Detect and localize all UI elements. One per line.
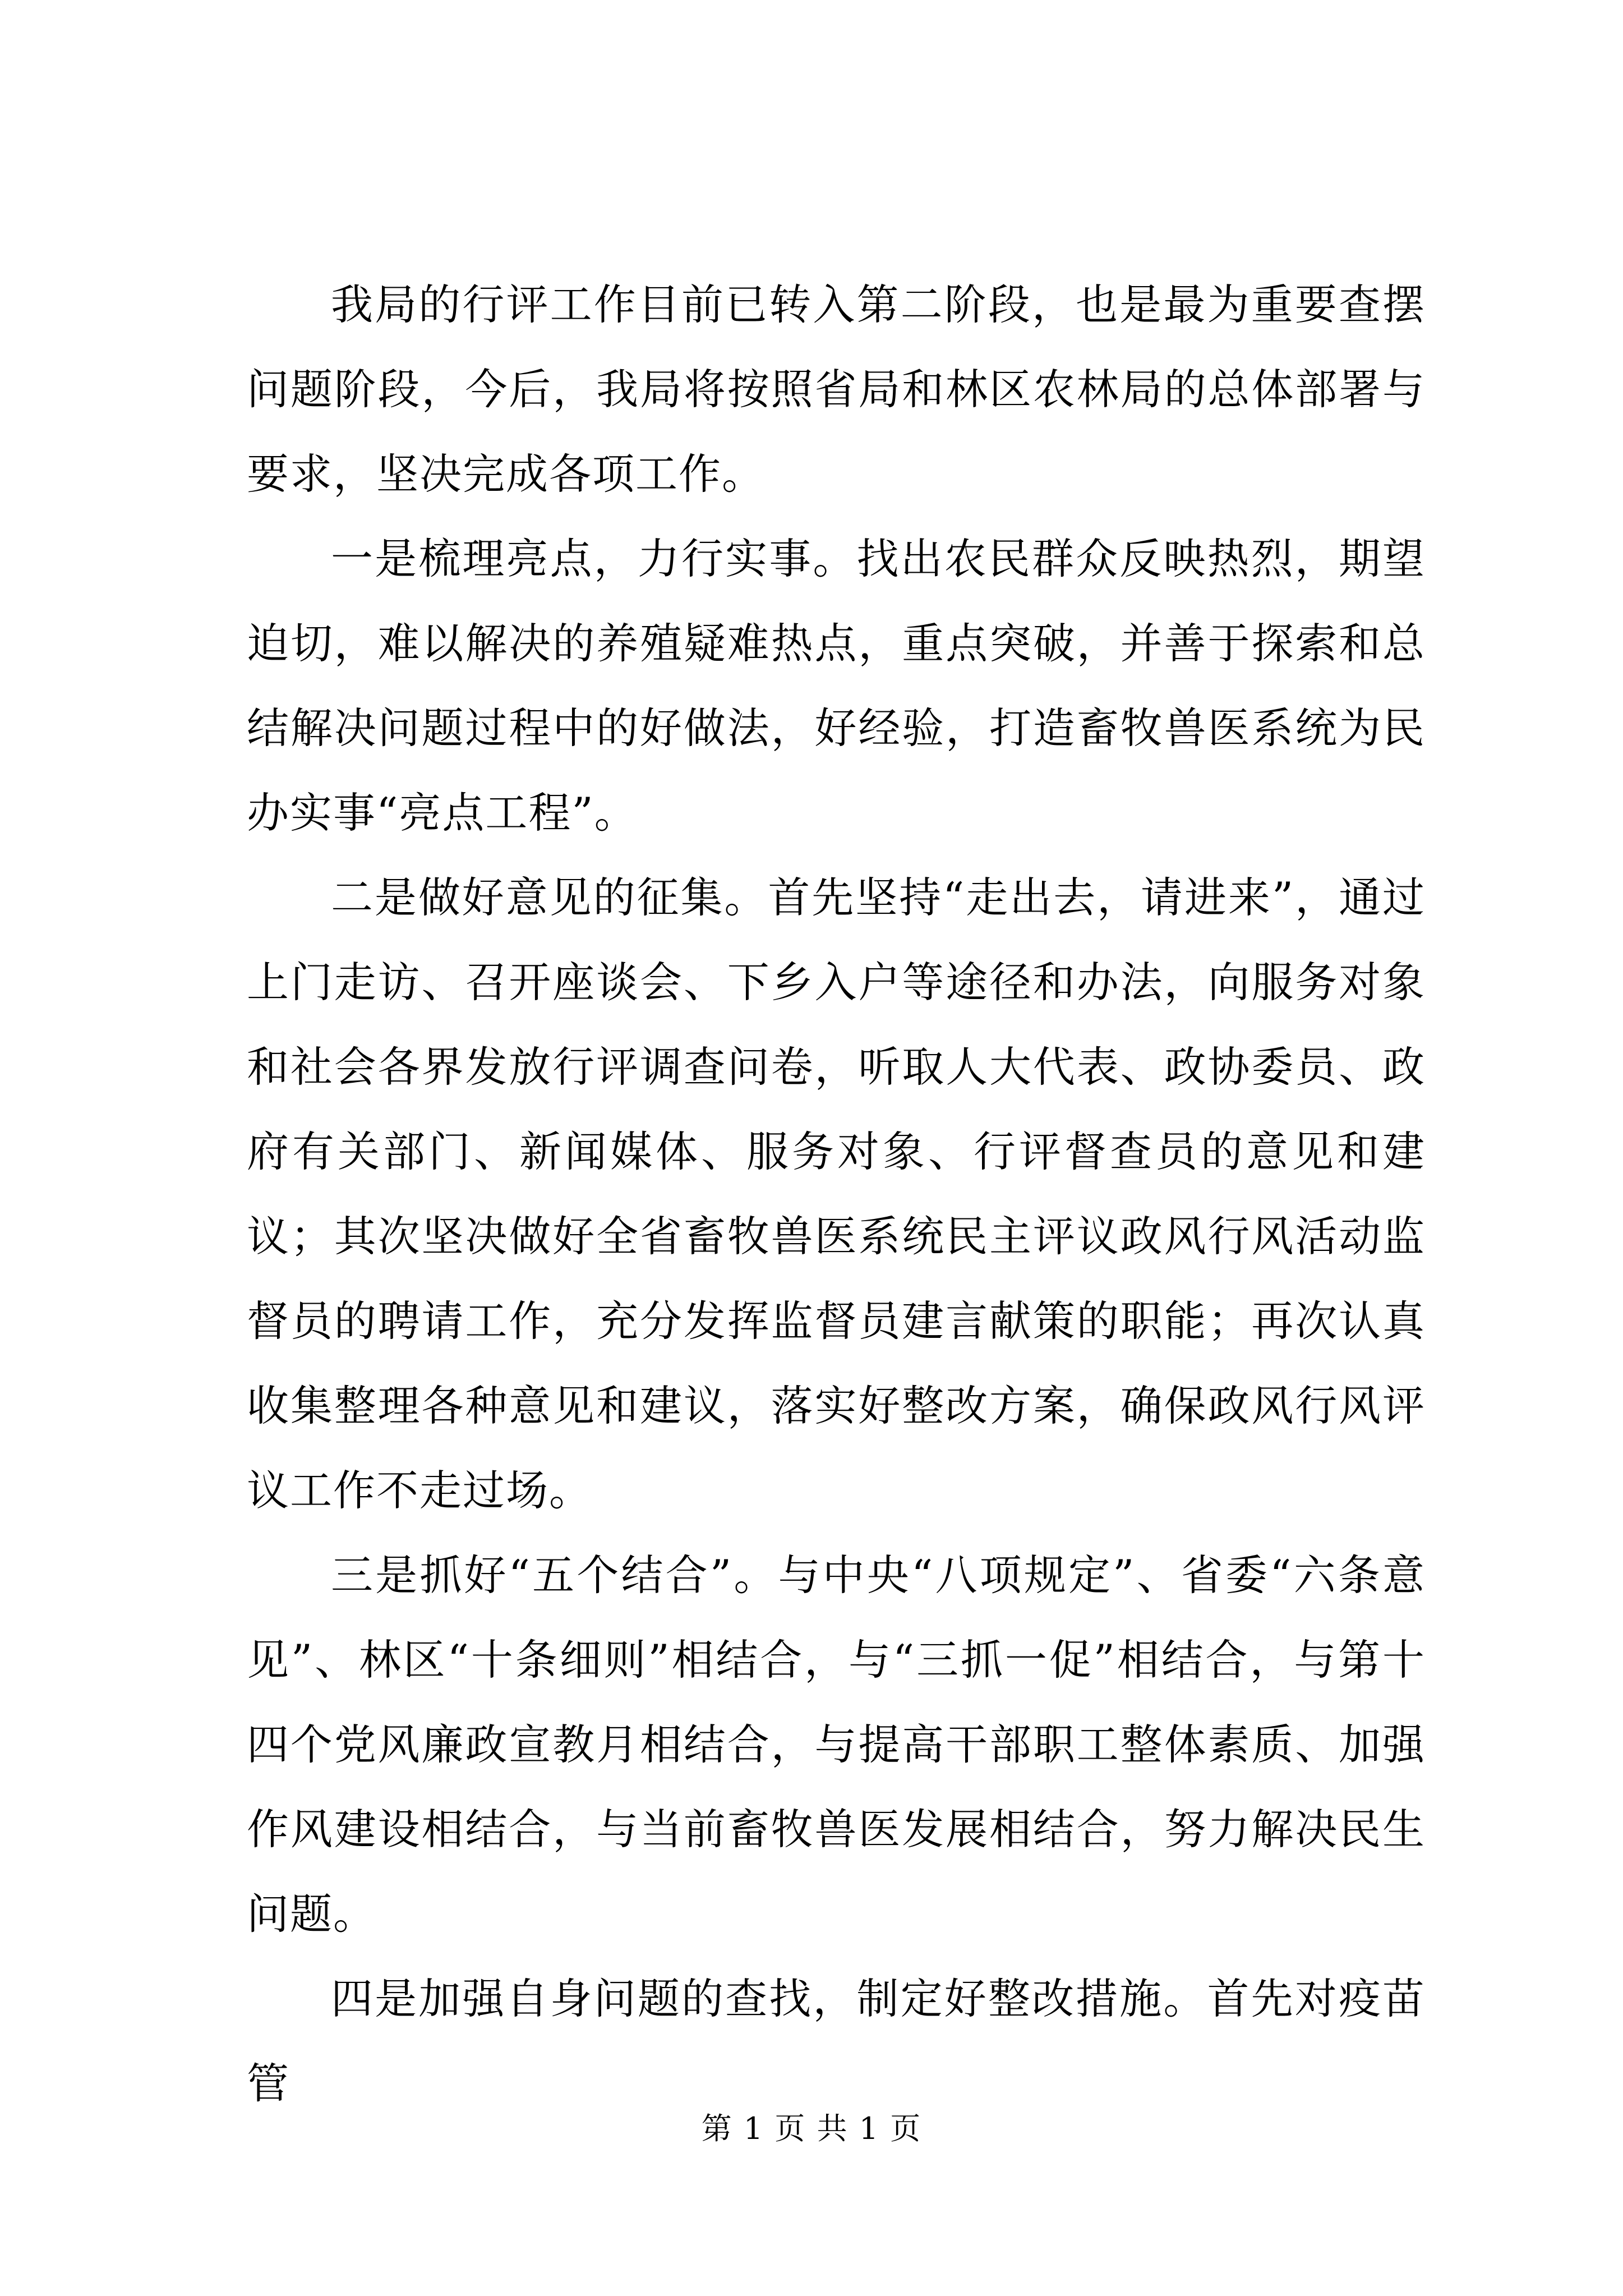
page-footer: 第 1 页 共 1 页 (701, 2111, 922, 2146)
paragraph-intro: 我局的行评工作目前已转入第二阶段，也是最为重要查摆问题阶段，今后，我局将按照省局和林区农林局的总体部署与要求，坚决完成各项工作。 (247, 280, 1426, 499)
paragraph-self-inspection: 四是加强自身问题的查找，制定好整改措施。首先对疫苗管 (247, 1974, 1426, 2108)
paragraph-five-combinations: 三是抓好“五个结合”。与中央“八项规定”、省委“六条意见”、林区“十条细则”相结合，与“三抓一促”相结合，与第十四个党风廉政宣教月相结合，与提高干部职工整体素质、加强作风建设相结合，与当前畜牧兽医发展相结合，努力解决民生问题。 (247, 1550, 1426, 1939)
document-body (247, 263, 1426, 2126)
paragraph-highlights: 一是梳理亮点，力行实事。找出农民群众反映热烈，期望迫切，难以解决的养殖疑难热点，重点突破，并善于探索和总结解决问题过程中的好做法，好经验，打造畜牧兽医系统为民办实事“亮点工程”。 (247, 534, 1426, 838)
paragraph-opinions: 二是做好意见的征集。首先坚持“走出去，请进来”，通过上门走访、召开座谈会、下乡入户等途径和办法，向服务对象和社会各界发放行评调查问卷，听取人大代表、政协委员、政府有关部门、新闻媒体、服务对象、行评督查员的意见和建议；其次坚决做好全省畜牧兽医系统民主评议政风行风活动监督员的聘请工作，充分发挥监督员建言献策的职能；再次认真收集整理各种意见和建议，落实好整改方案，确保政风行风评议工作不走过场。 (247, 873, 1426, 1515)
